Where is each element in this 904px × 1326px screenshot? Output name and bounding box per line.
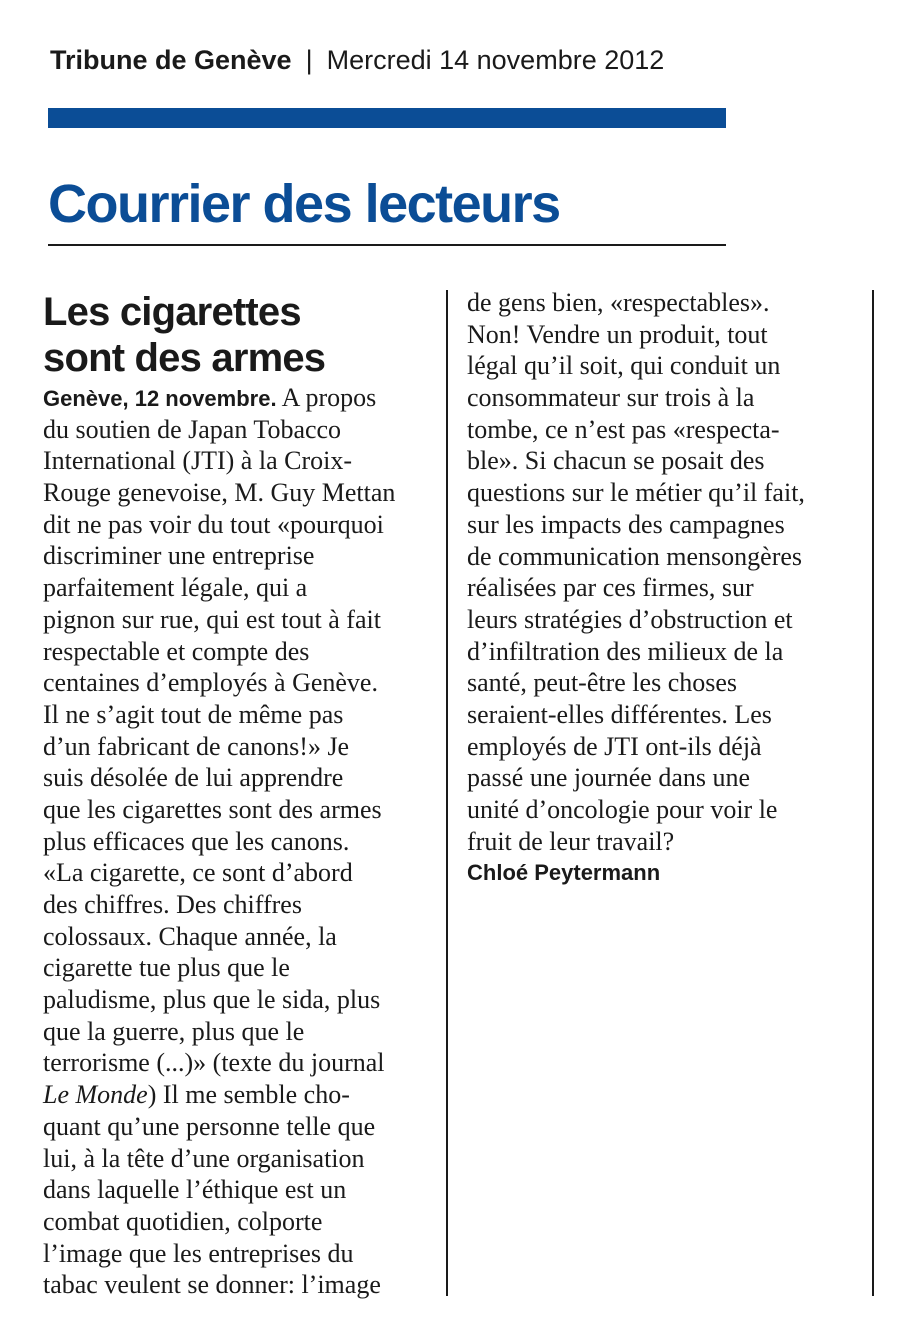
body-line: réalisées par ces firmes, sur	[467, 573, 754, 603]
body-line: de communication mensongères	[467, 541, 803, 571]
dateline: Genève, 12 novembre.	[43, 386, 277, 411]
body-line: colossaux. Chaque année, la	[43, 921, 337, 951]
body-line: paludisme, plus que le sida, plus	[43, 985, 381, 1015]
body-line: d’infiltration des milieux de la	[467, 636, 784, 666]
body-line: leurs stratégies d’obstruction et	[467, 604, 793, 634]
column-divider	[446, 290, 448, 1296]
body-line: ble». Si chacun se posait des	[467, 446, 765, 476]
body-line: seraient-elles différentes. Les	[467, 699, 772, 729]
body-line: des chiffres. Des chiffres	[43, 890, 302, 919]
body-line: suis désolée de lui apprendre	[43, 763, 344, 793]
body-line: combat quotidien, colporte	[43, 1206, 323, 1236]
masthead	[50, 40, 664, 80]
body-line: Non! Vendre un produit, tout	[467, 319, 768, 349]
body-line	[43, 1079, 443, 1111]
letter-column-1	[43, 382, 443, 1301]
body-line	[43, 382, 443, 414]
section-color-bar	[48, 108, 726, 128]
body-line: pignon sur rue, qui est tout à fait	[43, 604, 381, 634]
body-line: légal qu’il soit, qui conduit un	[467, 351, 781, 381]
newspaper-name: Tribune de Genève	[50, 45, 292, 75]
body-line: santé, peut-être les choses	[467, 668, 738, 698]
body-line: respectable et compte des	[43, 636, 310, 666]
body-line: l’image que les entreprises du	[43, 1238, 354, 1268]
body-line: de gens bien, «respectables».	[467, 288, 770, 317]
headline-line: sont des armes	[43, 336, 326, 380]
body-line: sur les impacts des campagnes	[467, 509, 785, 539]
body-line: tabac veulent se donner: l’image	[43, 1270, 381, 1300]
body-text: A propos	[276, 383, 377, 412]
section-rule	[48, 244, 726, 246]
letter-column-2	[467, 287, 869, 889]
body-line: questions sur le métier qu’il fait,	[467, 478, 805, 508]
body-line: que la guerre, plus que le	[43, 1016, 305, 1046]
body-line: d’un fabricant de canons!» Je	[43, 731, 350, 761]
body-line: terrorisme (...)» (texte du journal	[43, 1048, 385, 1078]
body-line: International (JTI) à la Croix-	[43, 446, 352, 476]
body-line: dans laquelle l’éthique est un	[43, 1175, 347, 1205]
body-line: parfaitement légale, qui a	[43, 573, 308, 603]
body-line: fruit de leur travail?	[467, 826, 675, 856]
body-line: centaines d’employés à Genève.	[43, 668, 378, 698]
letter-headline	[43, 289, 443, 381]
body-line: Il ne s’agit tout de même pas	[43, 699, 344, 729]
letter-signature: Chloé Peytermann	[467, 860, 661, 886]
body-line: lui, à la tête d’une organisation	[43, 1143, 365, 1173]
body-line: passé une journée dans une	[467, 763, 751, 793]
body-line: Rouge genevoise, M. Guy Mettan	[43, 478, 396, 508]
masthead-separator: |	[305, 45, 313, 75]
body-line: plus efficaces que les canons.	[43, 826, 350, 856]
body-line: tombe, ce n’est pas «respecta-	[467, 414, 780, 444]
section-title: Courrier des lecteurs	[48, 174, 560, 234]
column-right-rule	[872, 290, 874, 1296]
body-line: dit ne pas voir du tout «pourquoi	[43, 509, 384, 539]
body-line: du soutien de Japan Tobacco	[43, 414, 342, 444]
source-title: Le Monde	[43, 1080, 148, 1110]
body-line: unité d’oncologie pour voir le	[467, 795, 778, 824]
body-line: employés de JTI ont-ils déjà	[467, 731, 762, 761]
body-text: ) Il me semble cho-	[147, 1080, 350, 1110]
issue-date: Mercredi 14 novembre 2012	[326, 45, 665, 75]
body-line: discriminer une entreprise	[43, 541, 315, 571]
body-line: consommateur sur trois à la	[467, 383, 755, 413]
body-line: cigarette tue plus que le	[43, 953, 290, 983]
headline-line: Les cigarettes	[43, 290, 301, 334]
body-line: «La cigarette, ce sont d’abord	[43, 858, 353, 888]
body-line: quant qu’une personne telle que	[43, 1111, 376, 1141]
body-line: que les cigarettes sont des armes	[43, 794, 382, 824]
